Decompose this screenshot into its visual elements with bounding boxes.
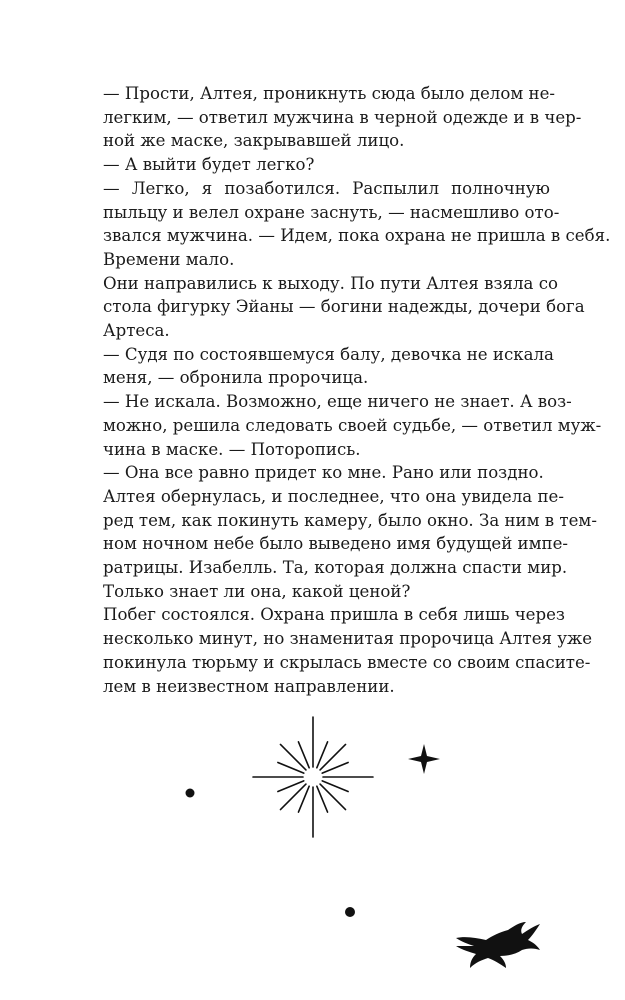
starburst-ray: [280, 744, 305, 769]
paragraph: [103, 177, 611, 272]
starburst-ray: [320, 744, 345, 769]
text-line: Времени мало.: [103, 249, 235, 269]
starburst-ray: [320, 784, 345, 809]
text-line: — Судя по состоявшемуся балу, девочка не искала: [103, 344, 554, 364]
dot-icon: [186, 789, 195, 798]
paragraph: [103, 390, 602, 461]
text-line: Артеса.: [103, 321, 170, 341]
dot-icon: [345, 907, 355, 917]
text-line: можно, решила следовать своей судьбе, — ответил муж-: [103, 415, 602, 435]
text-line: — Она все равно придет ко мне. Рано или поздно.: [103, 463, 544, 483]
text-line: — Не искала. Возможно, еще ничего не знает. А воз-: [103, 392, 572, 412]
text-line: стола фигурку Эйаны — богини надежды, дочери бога: [103, 297, 585, 317]
text-line: Алтея обернулась, и последнее, что она увидела пе-: [103, 486, 564, 506]
body-text: [103, 82, 611, 698]
text-line: ном ночном небе было выведено имя будущей импе-: [103, 534, 569, 554]
text-line: Они направились к выходу. По пути Алтея взяла со: [103, 273, 558, 293]
text-line: легким, — ответил мужчина в черной одежде и в чер-: [103, 107, 582, 127]
text-line: несколько минут, но знаменитая пророчица Алтея уже: [103, 629, 593, 649]
paragraph: [103, 153, 550, 177]
text-line: звался мужчина. — Идем, пока охрана не пришла в себя.: [103, 226, 611, 246]
text-line: ной же маске, закрывавшей лицо.: [103, 131, 405, 151]
text-line: Только знает ли она, какой ценой?: [103, 581, 411, 601]
paragraph: [103, 272, 585, 343]
paragraph: [103, 485, 597, 604]
text-line: пыльцу и велел охране заснуть, — насмешливо ото-: [103, 202, 560, 222]
text-line: Побег состоялся. Охрана пришла в себя лишь через: [103, 605, 565, 625]
text-line: ред тем, как покинуть камеру, было окно. За ним в тем-: [103, 510, 597, 530]
text-line: лем в неизвестном направлении.: [103, 676, 395, 696]
paragraph: [103, 461, 550, 485]
paragraph: [103, 343, 554, 390]
text-line: — А выйти будет легко?: [103, 155, 315, 175]
paragraph: [103, 603, 593, 698]
dragon-silhouette-icon: [456, 922, 540, 968]
decorative-ornament: [0, 700, 625, 1000]
starburst-icon: [253, 717, 373, 837]
starburst-ray: [280, 784, 305, 809]
text-line: — Легко, я позаботился. Распылил полночную: [103, 178, 550, 198]
text-line: меня, — обронила пророчица.: [103, 368, 369, 388]
four-point-star-icon: [408, 744, 440, 774]
text-line: покинула тюрьму и скрылась вместе со своим спасите-: [103, 652, 591, 672]
paragraph: [103, 82, 582, 153]
text-line: ратрицы. Изабелль. Та, которая должна спасти мир.: [103, 558, 568, 578]
text-line: чина в маске. — Поторопись.: [103, 439, 361, 459]
text-line: — Прости, Алтея, проникнуть сюда было делом не-: [103, 84, 556, 103]
